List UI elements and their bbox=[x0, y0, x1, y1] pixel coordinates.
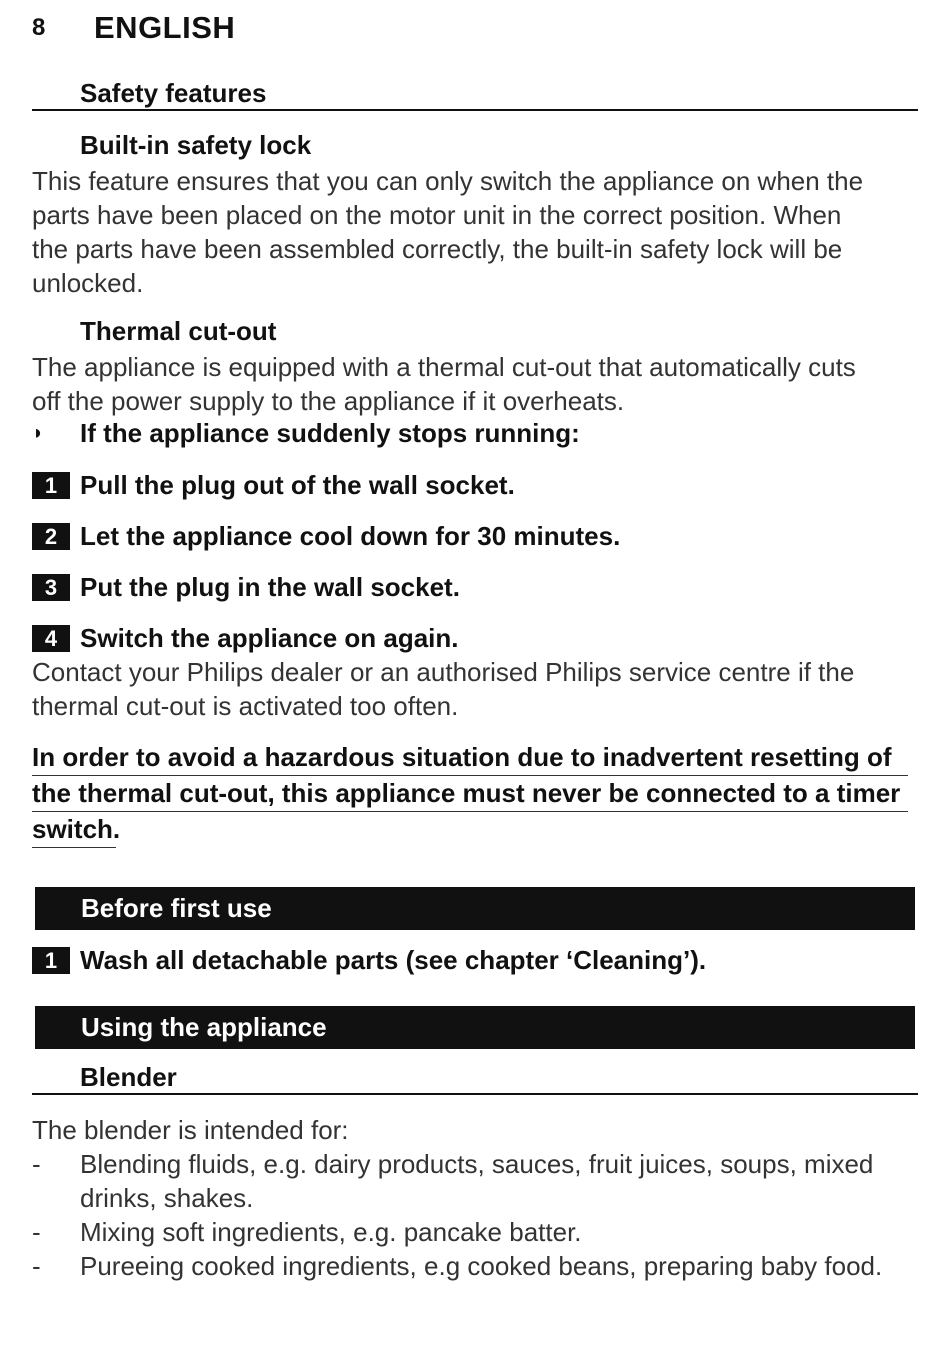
list-item: - Pureeing cooked ingredients, e.g cooked beans, preparing baby food. bbox=[32, 1251, 883, 1281]
safety-lock-paragraph: This feature ensures that you can only switch the appliance on when the parts have been placed on the motor unit in the correct position. When the parts have been assembled correctly, the built-in safety lock will be unlocked. bbox=[32, 166, 864, 298]
bullet-icon: ◗ bbox=[32, 422, 45, 444]
warning-paragraph: In order to avoid a hazardous situation due to inadvertent resetting of the thermal cut-out, this appliance must never be connected to a timer switch. bbox=[32, 740, 908, 848]
section-heading-safety: Safety features bbox=[32, 78, 918, 111]
subheading-safety-lock: Built-in safety lock bbox=[80, 130, 312, 160]
section-bar-before-first-use: Before first use bbox=[35, 887, 915, 930]
step-item: 3 Put the plug in the wall socket. bbox=[32, 572, 460, 603]
step-number: 1 bbox=[32, 472, 70, 499]
step-item: 1 Pull the plug out of the wall socket. bbox=[32, 470, 515, 501]
step-item: 1 Wash all detachable parts (see chapter ‘Cleaning’). bbox=[32, 945, 706, 976]
thermal-paragraph: The appliance is equipped with a thermal cut-out that automatically cuts off the power supply to the appliance if it overheats. bbox=[32, 352, 856, 416]
step-number: 4 bbox=[32, 625, 70, 652]
step-number: 1 bbox=[32, 947, 70, 974]
blender-intro: The blender is intended for: bbox=[32, 1115, 349, 1145]
step-item: 2 Let the appliance cool down for 30 minutes. bbox=[32, 521, 620, 552]
step-item: 4 Switch the appliance on again. bbox=[32, 623, 459, 654]
list-item: - Blending fluids, e.g. dairy products, sauces, fruit juices, soups, mixed drinks, shakes. bbox=[32, 1149, 874, 1213]
contact-paragraph: Contact your Philips dealer or an authorised Philips service centre if the thermal cut-out is activated too often. bbox=[32, 657, 855, 721]
step-number: 2 bbox=[32, 523, 70, 550]
list-item: - Mixing soft ingredients, e.g. pancake batter. bbox=[32, 1217, 582, 1247]
page-number: 8 bbox=[32, 14, 46, 41]
subsection-heading-blender: Blender bbox=[32, 1062, 918, 1095]
subheading-thermal-cutout: Thermal cut-out bbox=[80, 316, 277, 346]
bullet-item: ◗ If the appliance suddenly stops running: bbox=[32, 418, 580, 448]
section-bar-using-appliance: Using the appliance bbox=[35, 1006, 915, 1049]
step-number: 3 bbox=[32, 574, 70, 601]
language-title: ENGLISH bbox=[94, 10, 236, 45]
page-header bbox=[32, 6, 235, 50]
